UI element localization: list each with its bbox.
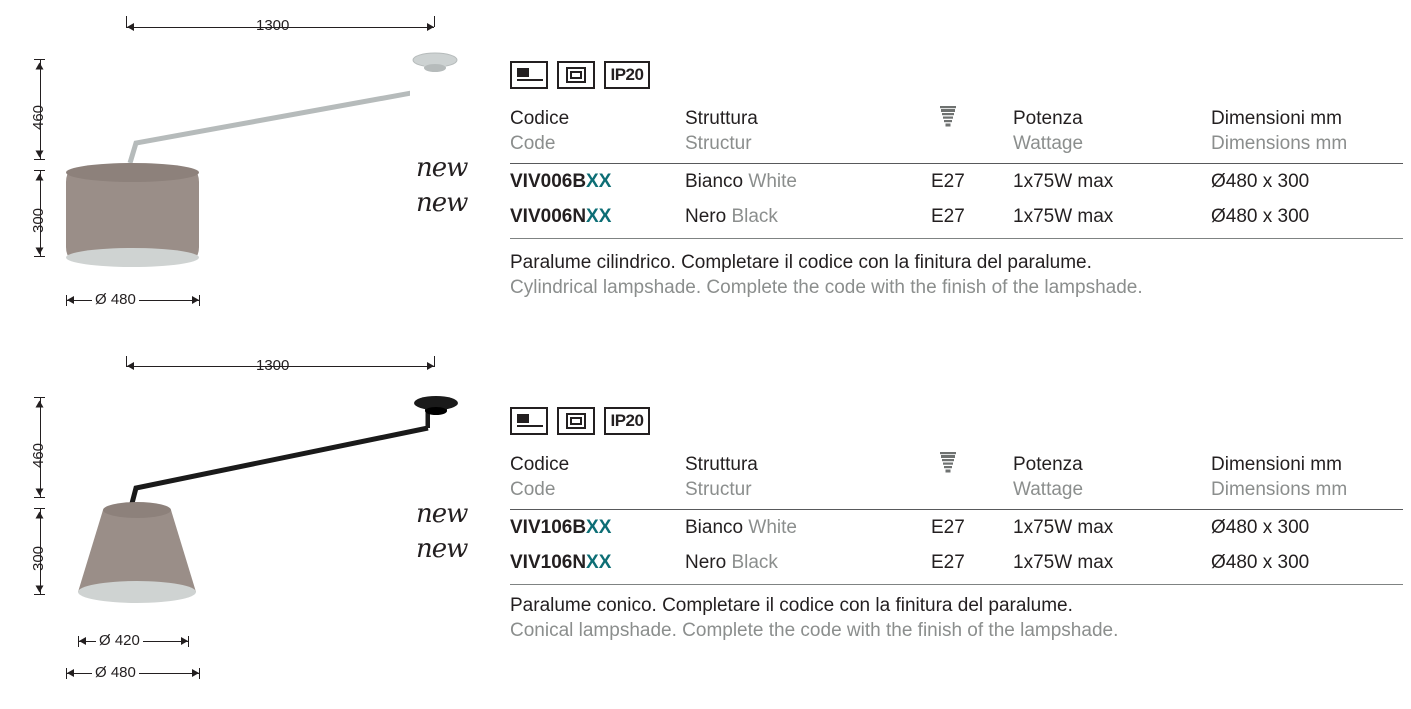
- dimensions-value: Ø480 x 300: [1211, 551, 1310, 573]
- description-it: Paralume cilindrico. Completare il codice con la finitura del paralume.: [510, 252, 1092, 273]
- product-code: VIV006N: [510, 205, 587, 227]
- new-mark: new: [416, 534, 468, 564]
- table-divider-bottom: [510, 584, 1403, 585]
- table-header-row: [510, 100, 1403, 163]
- dimensions-value: Ø480 x 300: [1211, 516, 1310, 538]
- product-code: VIV106N: [510, 551, 587, 573]
- header-dimensions-en: Dimensions mm: [1211, 479, 1348, 500]
- lampshade-conical: [62, 500, 212, 610]
- product-code-suffix: XX: [586, 551, 612, 573]
- header-structure-en: Structur: [685, 479, 752, 500]
- ceiling-canopy: [405, 393, 465, 423]
- header-power-en: Wattage: [1013, 479, 1084, 500]
- power-rating: 1x75W max: [1013, 170, 1114, 192]
- dimension-height-300: 300: [30, 207, 47, 233]
- product-code: VIV106B: [510, 516, 587, 538]
- table-row: [510, 164, 1403, 199]
- product-code-suffix: XX: [586, 205, 612, 227]
- structure-en: White: [748, 170, 797, 192]
- dimension-diameter-480: Ø 480: [92, 291, 139, 308]
- product-description-cylindrical: [510, 250, 1403, 300]
- lampshade-bottom-diffuser: [66, 248, 199, 267]
- new-mark: new: [416, 153, 468, 183]
- product-description-conical: [510, 593, 1403, 643]
- structure-en: Black: [731, 205, 778, 227]
- description-en: Cylindrical lampshade. Complete the code with the finish of the lampshade.: [510, 277, 1143, 298]
- ceiling-canopy: [405, 50, 465, 80]
- wall-mount-icon: [510, 61, 548, 89]
- dimension-height-460: 460: [30, 104, 47, 130]
- structure-it: Nero: [685, 205, 727, 227]
- power-rating: 1x75W max: [1013, 551, 1114, 573]
- structure-en: Black: [731, 551, 778, 573]
- dimension-height-300: 300: [30, 545, 47, 571]
- header-code-it: Codice: [510, 108, 570, 129]
- power-rating: 1x75W max: [1013, 516, 1114, 538]
- lamp-socket-icon: [933, 452, 963, 478]
- ip-rating-badge: IP20: [604, 61, 650, 89]
- class-2-insulation-icon: [557, 61, 595, 89]
- header-code-en: Code: [510, 133, 556, 154]
- socket-type: E27: [931, 170, 965, 192]
- header-power-en: Wattage: [1013, 133, 1084, 154]
- header-code-it: Codice: [510, 454, 570, 475]
- table-row: [510, 510, 1403, 545]
- ip-rating-badge: IP20: [604, 407, 650, 435]
- header-power-it: Potenza: [1013, 454, 1083, 475]
- header-dimensions-it: Dimensioni mm: [1211, 108, 1342, 129]
- new-mark: new: [416, 188, 468, 218]
- header-code-en: Code: [510, 479, 556, 500]
- lampshade-cylindrical: [66, 172, 199, 257]
- table-header-row: [510, 446, 1403, 509]
- header-structure-it: Struttura: [685, 454, 758, 475]
- wall-mount-icon: [510, 407, 548, 435]
- product-code: VIV006B: [510, 170, 587, 192]
- dimension-width-1300: 1300: [256, 17, 290, 34]
- product-table-cylindrical: [510, 100, 1403, 239]
- class-2-insulation-icon: [557, 407, 595, 435]
- table-row: [510, 199, 1403, 234]
- header-dimensions-en: Dimensions mm: [1211, 133, 1348, 154]
- dimension-width-1300: 1300: [256, 357, 290, 374]
- description-en: Conical lampshade. Complete the code with the finish of the lampshade.: [510, 620, 1119, 641]
- socket-type: E27: [931, 205, 965, 227]
- description-it: Paralume conico. Completare il codice con la finitura del paralume.: [510, 595, 1073, 616]
- dimensions-value: Ø480 x 300: [1211, 205, 1310, 227]
- header-power-it: Potenza: [1013, 108, 1083, 129]
- dimensions-value: Ø480 x 300: [1211, 170, 1310, 192]
- dimension-diameter-420: Ø 420: [96, 632, 143, 649]
- dimension-height-460: 460: [30, 442, 47, 468]
- product-code-suffix: XX: [586, 516, 612, 538]
- product-code-suffix: XX: [586, 170, 612, 192]
- structure-it: Nero: [685, 551, 727, 573]
- new-mark: new: [416, 499, 468, 529]
- dimension-diameter-480: Ø 480: [92, 664, 139, 681]
- product-table-conical: [510, 446, 1403, 585]
- socket-type: E27: [931, 516, 965, 538]
- table-row: [510, 545, 1403, 580]
- structure-it: Bianco: [685, 516, 744, 538]
- header-structure-en: Structur: [685, 133, 752, 154]
- structure-it: Bianco: [685, 170, 744, 192]
- table-divider-bottom: [510, 238, 1403, 239]
- lampshade-top: [66, 163, 199, 182]
- lamp-socket-icon: [933, 106, 963, 132]
- header-dimensions-it: Dimensioni mm: [1211, 454, 1342, 475]
- structure-en: White: [748, 516, 797, 538]
- certification-badges: [510, 61, 650, 89]
- socket-type: E27: [931, 551, 965, 573]
- certification-badges: [510, 407, 650, 435]
- power-rating: 1x75W max: [1013, 205, 1114, 227]
- header-structure-it: Struttura: [685, 108, 758, 129]
